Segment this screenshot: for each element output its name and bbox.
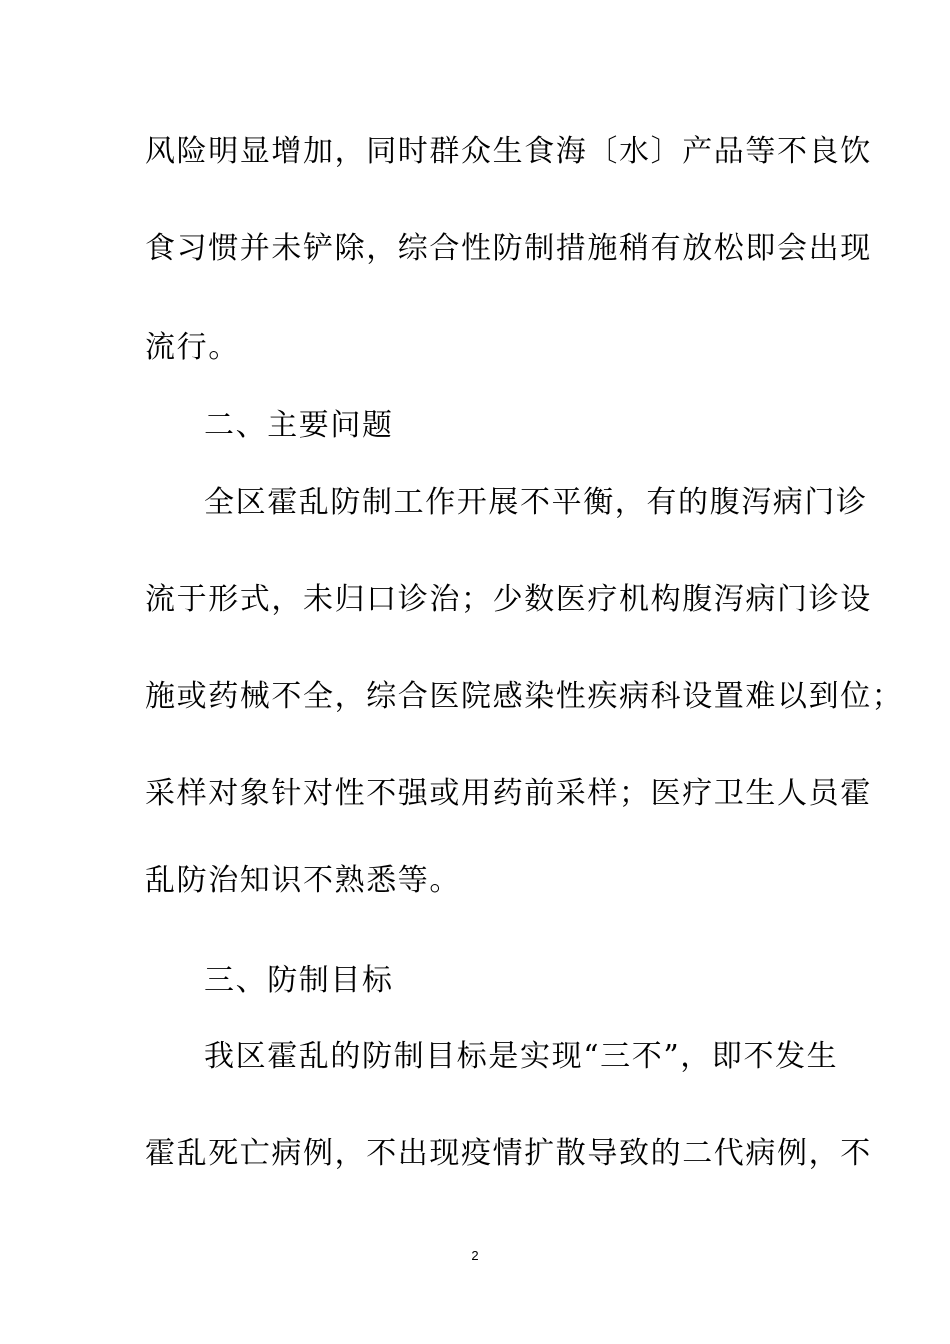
paragraph-line-2: 食习惯并未铲除，综合性防制措施稍有放松即会出现	[145, 231, 872, 266]
paragraph-line-3: 流行。	[145, 330, 240, 365]
paragraph-line-7: 施或药械不全，综合医院感染性疾病科设置难以到位；	[145, 679, 904, 714]
page-number: 2	[471, 1248, 479, 1263]
section-heading-control-goals: 三、防制目标	[204, 963, 394, 998]
paragraph-line-8: 采样对象针对性不强或用药前采样；医疗卫生人员霍	[145, 776, 872, 811]
section-heading-main-problems: 二、主要问题	[204, 408, 394, 443]
paragraph-line-9: 乱防治知识不熟悉等。	[145, 863, 461, 898]
paragraph-line-5: 全区霍乱防制工作开展不平衡，有的腹泻病门诊	[204, 485, 868, 520]
paragraph-line-11: 我区霍乱的防制目标是实现“三不”，即不发生	[204, 1039, 839, 1074]
paragraph-line-12: 霍乱死亡病例，不出现疫情扩散导致的二代病例，不	[145, 1136, 872, 1171]
paragraph-line-1: 风险明显增加，同时群众生食海〔水〕产品等不良饮	[145, 134, 872, 169]
paragraph-line-6: 流于形式，未归口诊治；少数医疗机构腹泻病门诊设	[145, 582, 872, 617]
